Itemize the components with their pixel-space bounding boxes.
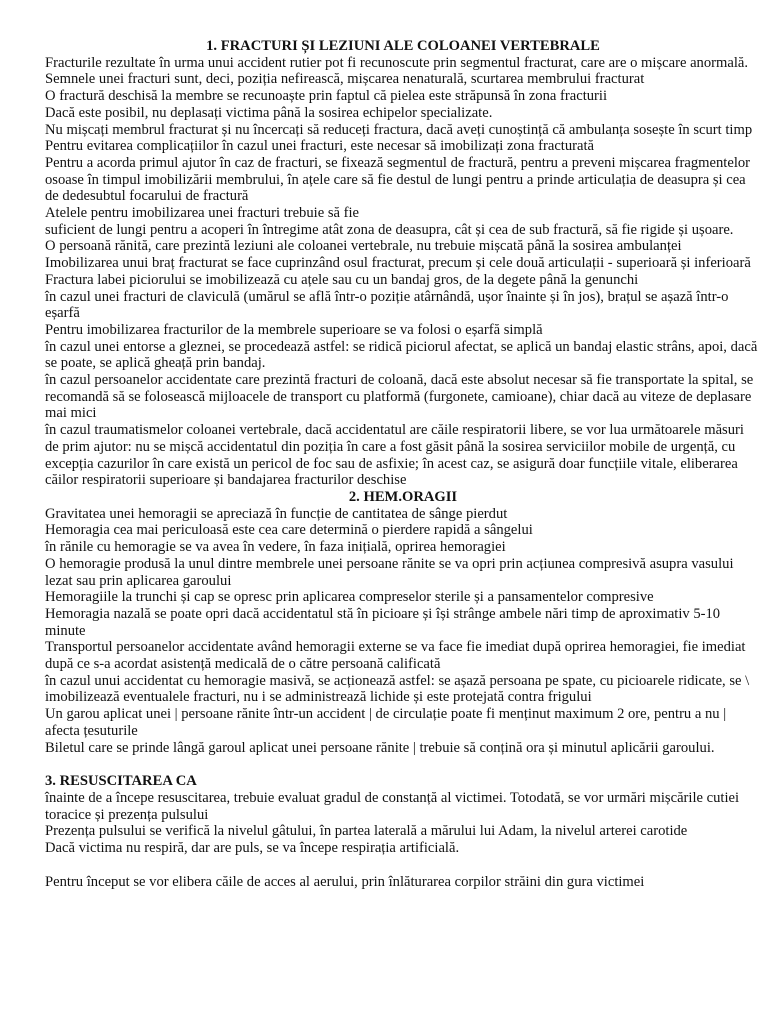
section-1-title: 1. FRACTURI ȘI LEZIUNI ALE COLOANEI VERTEBRALE bbox=[206, 38, 600, 54]
paragraph: Fracturile rezultate în urma unui accident rutier pot fi recunoscute prin segmentul fracturat, care are o mișcare anormală. bbox=[45, 54, 749, 71]
paragraph: Transportul persoanelor accidentate având hemoragii externe se va face fie imediat după oprirea hemoragiei, fie imediat după ce s-a acordat asistență medicală de o către persoană calificată bbox=[45, 639, 746, 673]
paragraph: suficient de lungi pentru a acoperi în întregime atât zona de deasupra, cât și cea de sub fractură, să fie rigide și ușoare. bbox=[45, 221, 734, 238]
paragraph: Semnele unei fracturi sunt, deci, poziția nefirească, mișcarea nenaturală, scurtarea membrului fracturat bbox=[45, 71, 645, 88]
paragraph: în cazul unei entorse a gleznei, se procedează astfel: se ridică piciorul afectat, se aplică un bandaj elastic strâns, apoi, dacă se poate, se aplică gheață prin bandaj. bbox=[45, 338, 758, 372]
paragraph: O fractură deschisă la membre se recunoaște prin faptul că pielea este străpunsă în zona fracturii bbox=[45, 88, 608, 105]
section-2-body bbox=[45, 506, 761, 757]
paragraph: Prezența pulsului se verifică la nivelul gâtului, în partea laterală a mărului lui Adam, la nivelul arterei carotide bbox=[45, 823, 688, 840]
paragraph: Gravitatea unei hemoragii se apreciază în funcție de cantitatea de sânge pierdut bbox=[45, 505, 508, 522]
paragraph: în cazul unui accidentat cu hemoragie masivă, se acționează astfel: se așază persoana pe spate, cu picioarele ridicate, se \ imobilizează eventualele fracturi, nu i se administrează lichide și este protejată contra frigului bbox=[45, 672, 750, 706]
paragraph: în cazul traumatismelor coloanei vertebrale, dacă accidentatul are căile respiratorii libere, se vor lua următoarele măsuri de prim ajutor: nu se mișcă accidentatul din poziția în care a fost găsit până la sosirea serviciilor mobile de urgență, cu excepția cazurilor în care există un pericol de foc sau de asfixie; în acest caz, se asigură doar funcțiile vitale, eliberarea căilor respiratorii superioare și bandajarea fracturilor deschise bbox=[45, 422, 744, 489]
document-page bbox=[45, 38, 761, 890]
paragraph: Dacă victima nu respiră, dar are puls, se va începe respirația artificială. bbox=[45, 840, 460, 857]
paragraph: Fractura labei piciorului se imobilizează cu ațele sau cu un bandaj gros, de la degete până la genunchi bbox=[45, 271, 639, 288]
section-3-title: 3. RESUSCITAREA CA bbox=[45, 773, 197, 790]
paragraph: Un garou aplicat unei | persoane rănite într-un accident | de circulație poate fi menținut maximum 2 ore, pentru a nu | afecta țesuturile bbox=[45, 706, 727, 739]
paragraph: în cazul unei fracturi de claviculă (umărul se află într-o poziție atârnândă, ușor înainte și în jos), brațul se așază într-o eșarfă bbox=[45, 288, 729, 322]
paragraph: înainte de a începe resuscitarea, trebuie evaluat gradul de constanță al victimei. Totodată, se vor urmări mișcările cutiei toracice și prezența pulsului bbox=[45, 789, 740, 823]
paragraph: Hemoragiile la trunchi și cap se opresc prin aplicarea compreselor sterile și a pansamentelor compresive bbox=[45, 589, 654, 606]
paragraph: Atelele pentru imobilizarea unei fracturi trebuie să fie bbox=[45, 205, 360, 222]
paragraph: Nu mișcați membrul fracturat și nu încercați să reduceți fractura, dacă aveți cunoștință că ambulanța sosește în scurt timp bbox=[45, 121, 753, 138]
paragraph: Hemoragia nazală se poate opri dacă accidentatul stă în picioare și își strânge ambele nări timp de aproximativ 5-10 minute bbox=[45, 605, 721, 639]
paragraph: Imobilizarea unui braț fracturat se face cuprinzând osul fracturat, precum și cele două articulații - superioară și inferioară bbox=[45, 255, 751, 272]
section-3-body bbox=[45, 790, 761, 857]
paragraph: O persoană rănită, care prezintă leziuni ale coloanei vertebrale, nu trebuie mișcată până la sosirea ambulanței bbox=[45, 238, 682, 255]
paragraph: în cazul persoanelor accidentate care prezintă fracturi de coloană, dacă este absolut necesar să fie transportate la spital, se recomandă să se folosească mijloacele de transport cu platformă (furgonete, camioane), chiar dacă au viteze de deplasare mai mici bbox=[45, 372, 754, 422]
section-2-title: 2. HEM.ORAGII bbox=[348, 488, 458, 505]
spacer bbox=[45, 857, 761, 874]
paragraph: Pentru început se vor elibera căile de acces al aerului, prin înlăturarea corpilor străini din gura victimei bbox=[45, 873, 645, 890]
paragraph: Biletul care se prinde lângă garoul aplicat unei persoane rănite | trebuie să conțină ora și minutul aplicării garoului. bbox=[45, 739, 715, 756]
paragraph: Pentru a acorda primul ajutor în caz de fracturi, se fixează segmentul de fractură, pentru a preveni mișcarea fragmentelor osoase în timpul imobilizării membrului, în ațele care să fie destul de lungi pentru a prinde articulația de deasupra și cea de dedesubtul focarului de fractură bbox=[45, 154, 751, 205]
paragraph: Hemoragia cea mai periculoasă este cea care determină o pierdere rapidă a sângelui bbox=[45, 522, 533, 539]
paragraph: O hemoragie produsă la unul dintre membrele unei persoane rănite se va opri prin acțiunea compresivă asupra vasului lezat sau prin aplicarea garoului bbox=[45, 555, 734, 589]
section-1-body bbox=[45, 55, 761, 489]
paragraph: Dacă este posibil, nu deplasați victima până la sosirea echipelor specializate. bbox=[45, 104, 493, 121]
paragraph: Pentru evitarea complicațiilor în cazul unei fracturi, este necesar să imobilizați zona fracturată bbox=[45, 138, 595, 155]
spacer bbox=[45, 756, 761, 773]
paragraph: în rănile cu hemoragie se va avea în vedere, în faza inițială, oprirea hemoragiei bbox=[45, 539, 506, 556]
paragraph: Pentru imobilizarea fracturilor de la membrele superioare se va folosi o eșarfă simplă bbox=[45, 321, 543, 338]
